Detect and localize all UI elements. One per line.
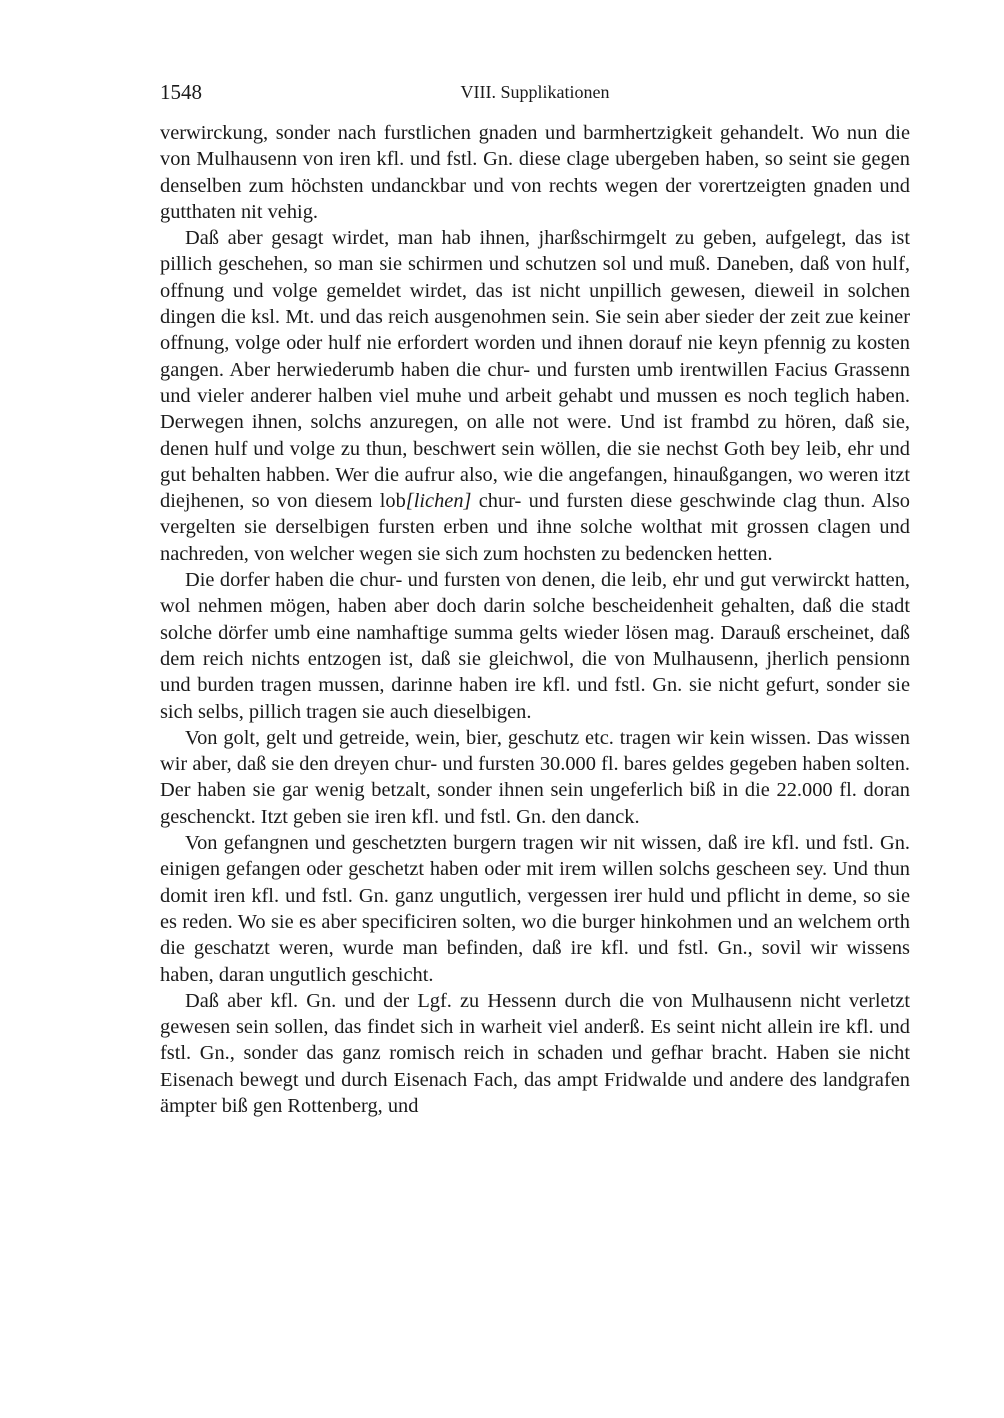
paragraph-text: Die dorfer haben die chur- und fursten von denen, die leib, ehr und gut verwirckt hatten, wol nehmen mögen, haben aber doch darin solche bescheidenheit gehalten, daß die stadt solche dörfer umb eine namhaftige summa gelts wieder lösen mag. Darauß erscheinet, daß dem reich nichts entzogen ist, daß sie gleichwol, die von Mulhausenn, jherlich pensionn und burden tragen mussen, darinne haben ire kfl. und fstl. Gn. sie nicht gefurt, sonder sie sich selbs, pillich tragen sie auch dieselbigen. bbox=[160, 569, 910, 723]
paragraph bbox=[160, 567, 910, 725]
paragraph-text: verwirckung, sonder nach furstlichen gnaden und barmhertzigkeit gehandelt. Wo nun die von Mulhausenn von iren kfl. und fstl. Gn. diese clage ubergeben haben, so seint sie gegen denselben zum höchsten undanckbar und von rechts wegen der vorertzeigten gnaden und gutthaten nit vehig. bbox=[160, 122, 910, 223]
paragraph-text: Von golt, gelt und getreide, wein, bier, geschutz etc. tragen wir kein wissen. Das wissen wir aber, daß sie den dreyen chur- und fursten 30.000 fl. bares geldes gegeben haben solten. Der haben sie gar wenig betzalt, sonder ihnen sein ungeferlich biß in die 22.000 fl. doran geschenckt. Itzt geben sie iren kfl. und fstl. Gn. den danck. bbox=[160, 726, 910, 828]
editorial-emendation: [lichen] bbox=[405, 490, 472, 513]
page-number: 1548 bbox=[160, 80, 202, 104]
running-head bbox=[160, 80, 910, 110]
body-text bbox=[160, 120, 910, 1119]
paragraph bbox=[160, 225, 910, 567]
paragraph bbox=[160, 120, 910, 225]
paragraph bbox=[160, 830, 910, 988]
paragraph-text: Von gefangnen und geschetzten burgern tragen wir nit wissen, daß ire kfl. und fstl. Gn. einigen gefangen oder geschetzt haben oder mit irem willen solchs gescheen sey. Und thun domit iren kfl. und fstl. Gn. ganz ungutlich, vergessen irer huld und pflicht in deme, so sie es reden. Wo sie es aber specificiren solten, wo die burger hinkohmen und an welchem orth die geschatzt weren, wurde man befinden, daß ire kfl. und fstl. Gn., sovil wir wissens haben, daran ungutlich geschicht. bbox=[160, 832, 910, 986]
paragraph-text: Daß aber kfl. Gn. und der Lgf. zu Hessenn durch die von Mulhausenn nicht verletzt gewesen sein sollen, das findet sich in warheit viel anderß. Es seint nicht allein ire kfl. und fstl. Gn., sonder das ganz romisch reich in schaden und gefhar bracht. Haben sie nicht Eisenach bewegt und durch Eisenach Fach, das ampt Fridwalde und andere des landgrafen ämpter biß gen Rottenberg, und bbox=[160, 989, 910, 1117]
document-page bbox=[160, 80, 910, 1119]
paragraph-text: chur- und fursten diese geschwinde clag thun. Also vergelten sie derselbigen fursten erben und ihne solche wolthat mit grossen clagen und nachreden, von welcher wegen sie sich zum hochsten zu bedencken hetten. bbox=[160, 490, 910, 565]
running-title: VIII. Supplikationen bbox=[460, 82, 610, 102]
paragraph bbox=[160, 725, 910, 830]
paragraph bbox=[160, 988, 910, 1119]
paragraph-text: Daß aber gesagt wirdet, man hab ihnen, jharßschirmgelt zu geben, aufgelegt, das ist pillich geschehen, so man sie schirmen und schutzen sol und muß. Daneben, daß von hulf, offnung und volge gemeldet wirdet, das ist nicht unpillich gewesen, dieweil in solchen dingen die ksl. Mt. und das reich ausgenohmen sein. Sie sein aber sieder der zeit zue keiner offnung, volge oder hulf nie erfordert worden und ihnen dorauf nie keyn pfennig zu kosten gangen. Aber herwiederumb haben die chur- und fursten umb irentwillen Facius Grassenn und vieler anderer halben viel muhe und arbeit gehabt und mussen es noch teglich haben. Derwegen ihnen, solchs anzuregen, on alle not were. Und ist frambd zu hören, daß sie, denen hulf und volge zu thun, beschwert sein wöllen, die sie nechst Goth bey leib, ehr und gut behalten habben. Wer die aufrur also, wie die angefangen, hinaußgangen, wo weren itzt diejhenen, so von diesem lob bbox=[160, 227, 910, 513]
